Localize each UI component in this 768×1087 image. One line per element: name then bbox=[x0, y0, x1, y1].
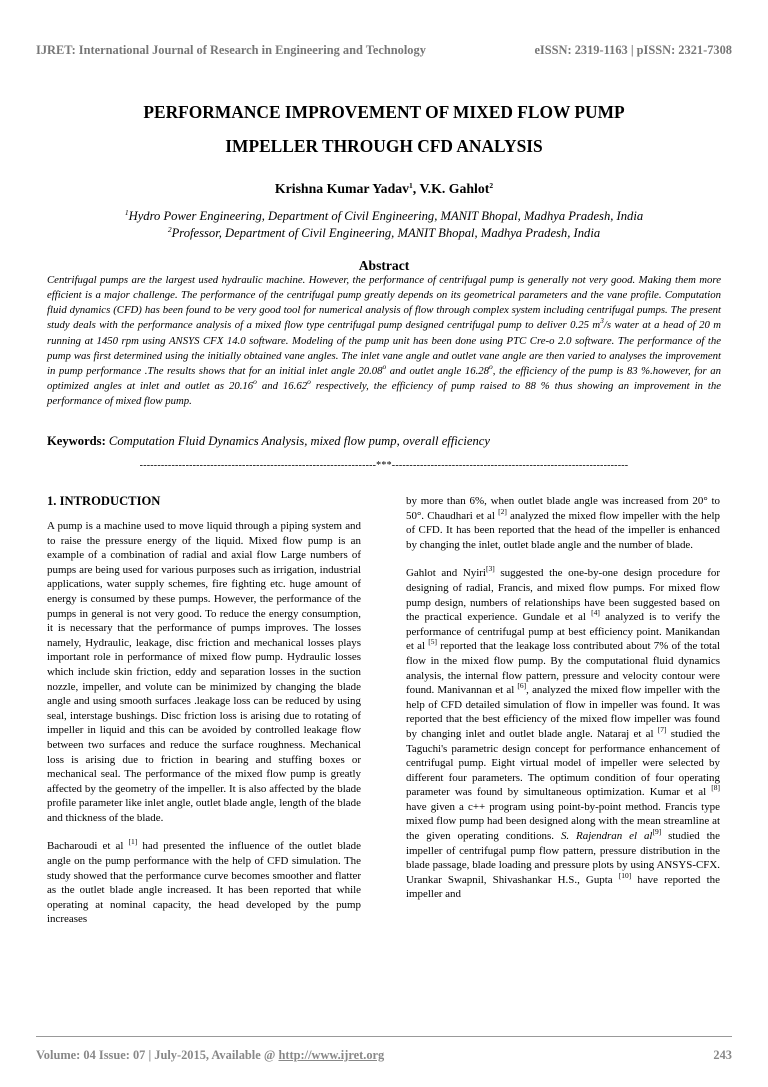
citation-ref: [2] bbox=[498, 506, 507, 516]
abstract-part: , the efficiency of the pump is 83 %.however, for an optimized angles at inlet and outlet as 20.16 bbox=[47, 364, 722, 393]
abstract-part: and 16.62 bbox=[256, 380, 308, 393]
paragraph-part: suggested the one-by-one design procedure for designing of radial, Francis, and mixed flow pumps. For mixed flow pump design, numbers of relationships have been suggested based on the practical experience. Gundale et al bbox=[406, 567, 720, 624]
affiliation-1-text: Hydro Power Engineering, Department of Civil Engineering, MANIT Bhopal, Madhya Pradesh, India bbox=[128, 209, 644, 223]
abstract-sup: 3 bbox=[600, 316, 604, 326]
citation-ref: [8] bbox=[711, 783, 720, 793]
author-separator: , bbox=[412, 181, 420, 196]
running-header bbox=[36, 43, 732, 63]
citation-ref: [4] bbox=[591, 608, 600, 618]
keywords-text: Computation Fluid Dynamics Analysis, mixed flow pump, overall efficiency bbox=[105, 434, 490, 448]
keywords bbox=[47, 434, 721, 449]
affiliation-2-text: Professor, Department of Civil Engineering, MANIT Bhopal, Madhya Pradesh, India bbox=[171, 226, 601, 240]
intro-paragraph-1: A pump is a machine used to move liquid through a piping system and to raise the pressure energy of the liquid. Mixed flow pump is an example of a combination of radial and axial flow Large numbers of pumps are being used for various purposes such as irrigation, industrial applications, water supply schemes, fire fighting etc. huge amount of energy is consumed by these pumps. However, the performance of the pumps in general is not very good. To reduce the energy consumption, it is necessary that the performance of pumps improves. The losses namely, Hydraulic, leakage, disc friction and mechanical losses plays important role in performance of mixed flow pump. Hydraulic losses which include skin friction, eddy and separation losses in the suction nozzle, impeller, and volute can be minimized by changing the blade angle and using smooth surfaces .leakage loss can be reduced by using seal, interstage bushings. Disc friction loss is arising due to rotating of impeller in liquid and this can be avoided by controlled leakage flow between two surfaces and reduce the surface roughness. Mechanical loss is arising due to friction in bearing and stuffing boxes or mechanical seal. The performance of the mixed flow pump is greatly affected by the geometry of the impeller. It is also affected by the blade profile parameter like inlet angle, outlet blade angle, length of the blade and thickness of the blade. bbox=[47, 520, 361, 824]
abstract-heading: Abstract bbox=[358, 258, 410, 273]
abstract-part: /s water at a head of 20 m running at 1450 rpm using ANSYS CFX 14.0 software. Modeling of the pump unit has been done using PTC Cre-o 2.0 software. The performance of the pump was first determined using the initially obtained vane angles. The inlet vane angle and outlet vane angle are then varied to analyses the improvement in pump performance .The results shows that for an initial inlet angle 20.08 bbox=[47, 319, 721, 377]
running-footer bbox=[36, 1048, 732, 1066]
abstract-sup: o bbox=[382, 361, 387, 371]
author-1-sup: 1 bbox=[409, 181, 413, 190]
journal-link[interactable]: http://www.ijret.org bbox=[278, 1048, 385, 1062]
author-2-sup: 2 bbox=[489, 181, 494, 190]
abstract-sup: o bbox=[489, 361, 493, 371]
affiliation-1 bbox=[36, 208, 732, 225]
affiliations bbox=[36, 208, 732, 242]
paragraph-part: studied the Taguchi's parametric design concept for performance enhancement of centrifugal pump. Eight virtual model of impeller were selected by different four parameters. The optimum condition of four operating parameter was found by simultaneous optimization. Kumar et al bbox=[406, 727, 720, 799]
paper-title bbox=[36, 95, 732, 163]
abstract-sup: o bbox=[253, 377, 257, 387]
affiliation-2 bbox=[36, 225, 732, 242]
abstract-part: and outlet angle 16.28 bbox=[386, 364, 490, 377]
paragraph-part: have given a c++ program using point-by-point method. Francis type mixed flow pump had been designed along with the mean streamline at the given operating conditions. bbox=[406, 800, 720, 843]
citation-ref: [1] bbox=[128, 837, 138, 847]
paragraph-part: had presented the influence of the outlet blade angle on the pump performance with the help of CFD simulation. The study showed that the performance curve becomes smoother and flatter as the outlet blade angle increased. It has been reported that while operating at nominal capacity, the head developed by the pump increases bbox=[47, 840, 362, 926]
intro-paragraph-2 bbox=[47, 839, 361, 927]
citation-ref: [6] bbox=[517, 681, 527, 691]
left-column bbox=[47, 493, 361, 941]
affiliation-2-sup: 2 bbox=[167, 225, 172, 234]
keywords-label: Keywords: bbox=[47, 434, 106, 448]
paragraph-part: analyzed the mixed flow impeller with the help of CFD. It has been reported that the head of the impeller is enhanced by changing the inlet, outlet blade angle and the number of blade. bbox=[406, 509, 720, 551]
page-number: 243 bbox=[713, 1048, 732, 1062]
abstract-part: Centrifugal pumps are the largest used hydraulic machine. However, the performance of centrifugal pump is generally not very good. Making them more efficient is a major challenge. The performance of the centrifugal pump greatly depends on its geometrical parameters and the vane profile. Computation fluid dynamics (CFD) has been found to be very good tool for numerical analysis of flow through complex system including centrifugal pumps. The present study deals with the performance analysis of a mixed flow type centrifugal pump designed centrifugal pump to deliver 0.25 m bbox=[47, 274, 721, 332]
footer-rule bbox=[36, 1036, 732, 1037]
abstract-sup: o bbox=[307, 377, 311, 387]
right-paragraph-2 bbox=[406, 566, 720, 902]
paragraph-part: Gahlot and Nyiri bbox=[406, 567, 486, 580]
right-paragraph-1 bbox=[406, 494, 720, 552]
footer-volume-text: Volume: 04 Issue: 07 | July-2015, Available @ bbox=[36, 1048, 279, 1062]
citation-ref: [7] bbox=[657, 724, 667, 734]
affiliation-1-sup: 1 bbox=[124, 208, 129, 217]
title-line-1: PERFORMANCE IMPROVEMENT OF MIXED FLOW PUMP bbox=[143, 102, 625, 122]
paragraph-part: Bacharoudi et al bbox=[47, 840, 129, 853]
paragraph-part: have reported the impeller and bbox=[406, 873, 720, 901]
italic-citation: S. Rajendran el al bbox=[560, 830, 653, 843]
citation-ref: [5] bbox=[428, 637, 438, 647]
footer-volume bbox=[36, 1048, 384, 1063]
citation-ref: [3] bbox=[485, 564, 495, 574]
author-2: V.K. Gahlot bbox=[419, 181, 490, 196]
issn-info: eISSN: 2319-1163 | pISSN: 2321-7308 bbox=[534, 43, 732, 57]
title-line-2: IMPELLER THROUGH CFD ANALYSIS bbox=[225, 136, 543, 156]
paragraph-part: by more than 6%, when outlet blade angle was increased from 20° to 50°. Chaudhari et al bbox=[406, 495, 720, 522]
section-heading-introduction: 1. INTRODUCTION bbox=[47, 494, 161, 508]
journal-name: IJRET: International Journal of Research in Engineering and Technology bbox=[36, 43, 426, 57]
paragraph-part: , analyzed the mixed flow impeller with the help of CFD detailed simulation of flow in impeller was found. It was reported that the best efficiency of the mixed flow impeller was found by changing inlet and outlet blade angle. Nataraj et al bbox=[406, 684, 720, 740]
paragraph-part: studied the impeller of centrifugal pump flow pattern, pressure distribution in the blade passage, blade loading and pressure plots by using ANSYS-CFX. Urankar Swapnil, Shivashankar H.S., Gupta bbox=[406, 830, 721, 886]
paragraph-part: reported that the leakage loss contributed about 7% of the total flow in the mixed flow pump. By the computational fluid dynamics analysis, the internal flow pattern, pressure and velocity contour were found. Manivannan et al bbox=[406, 640, 720, 697]
right-column bbox=[406, 494, 720, 916]
author-1: Krishna Kumar Yadav bbox=[274, 181, 410, 196]
section-separator: -------------------------------------------------------------------***------------------------------------------------------------------- bbox=[139, 460, 629, 471]
abstract-part: respectively, the efficiency of pump raised to 88 % thus showing an improvement in the performance of mixed flow pump. bbox=[47, 380, 721, 408]
abstract-text bbox=[47, 273, 721, 409]
paragraph-part: analyzed is to verify the performance of centrifugal pump at best efficiency point. Manikandan et al bbox=[406, 611, 720, 653]
authors bbox=[36, 181, 732, 197]
citation-ref: [10] bbox=[618, 870, 632, 880]
citation-ref: [9] bbox=[652, 827, 662, 837]
